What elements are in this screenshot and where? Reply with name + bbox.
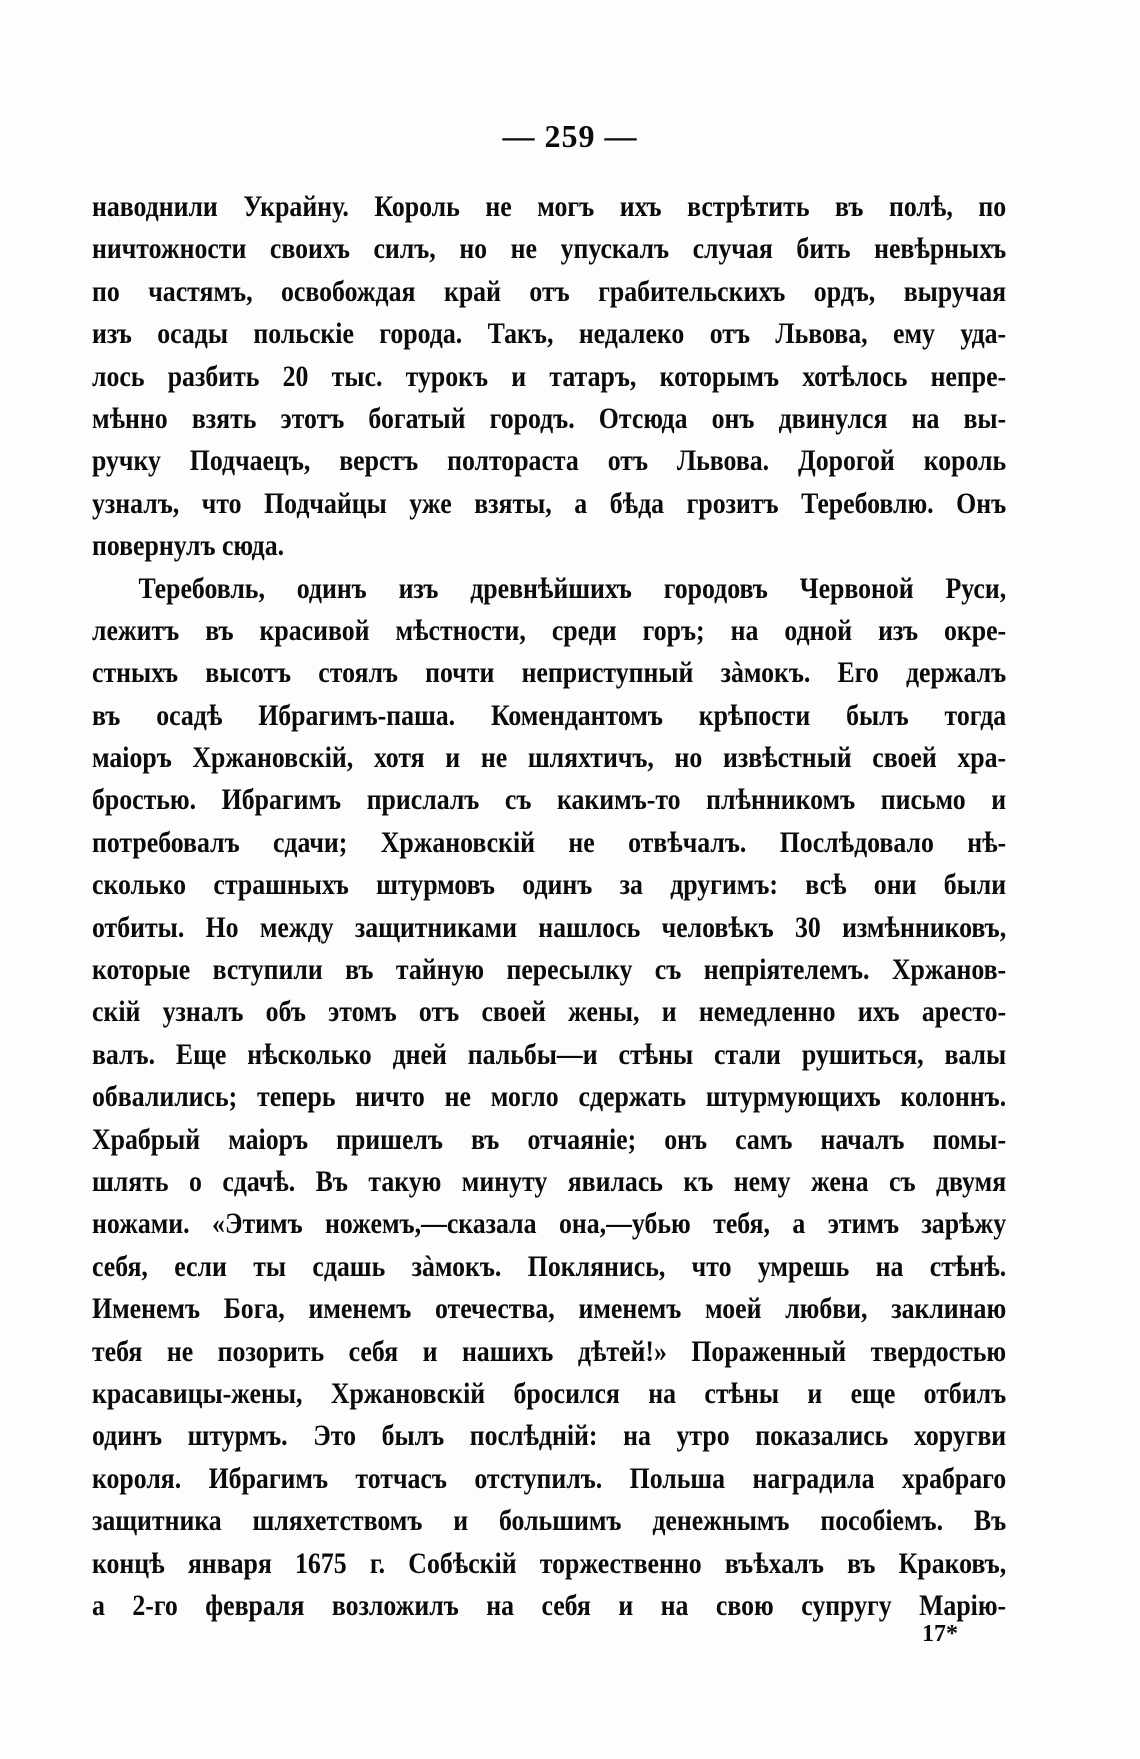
text-line: скій узналъ объ этомъ отъ своей жены, и немедленно ихъ аресто- bbox=[92, 995, 1007, 1029]
text-line: маіоръ Хржановскій, хотя и не шляхтичъ, но извѣстный своей хра- bbox=[92, 741, 1007, 775]
text-line: концѣ января 1675 г. Собѣскій торжественно въѣхалъ въ Краковъ, bbox=[92, 1546, 1007, 1580]
text-line: лежитъ въ красивой мѣстности, среди горъ; на одной изъ окре- bbox=[92, 613, 1007, 647]
text-line: наводнили Украйну. Король не могъ ихъ встрѣтить въ полѣ, по bbox=[92, 190, 1007, 223]
text-line: мѣнно взять этотъ богатый городъ. Отсюда онъ двинулся на вы- bbox=[92, 401, 1007, 435]
text-line: тебя не позорить себя и нашихъ дѣтей!» Пораженный твердостью bbox=[92, 1334, 1007, 1368]
text-line: обвалились; теперь ничто не могло сдержать штурмующихъ колоннъ. bbox=[92, 1080, 1007, 1114]
text-line: шлять о сдачѣ. Въ такую минуту явилась къ нему жена съ двумя bbox=[92, 1164, 1007, 1198]
text-line: повернулъ сюда. bbox=[92, 529, 285, 563]
text-line: ручку Подчаецъ, верстъ полтораста отъ Львова. Дорогой король bbox=[92, 444, 1007, 478]
body-text bbox=[92, 186, 1006, 1627]
text-line: въ осадѣ Ибрагимъ-паша. Комендантомъ крѣпости былъ тогда bbox=[92, 698, 1007, 732]
text-line: изъ осады польскіе города. Такъ, недалеко отъ Львова, ему уда- bbox=[92, 317, 1007, 351]
text-line: себя, если ты сдашь зàмокъ. Поклянись, что умрешь на стѣнѣ. bbox=[92, 1249, 1007, 1283]
text-line: короля. Ибрагимъ тотчасъ отступилъ. Польша наградила храбраго bbox=[92, 1461, 1007, 1495]
page-number: — 259 — bbox=[502, 118, 638, 154]
text-line: одинъ штурмъ. Это былъ послѣдній: на утро показались хоругви bbox=[92, 1419, 1007, 1453]
text-line: красавицы-жены, Хржановскій бросился на стѣны и еще отбилъ bbox=[92, 1376, 1007, 1410]
text-line: а 2-го февраля возложилъ на себя и на свою супругу Марію- bbox=[92, 1588, 1007, 1622]
text-line: Храбрый маіоръ пришелъ въ отчаяніе; онъ самъ началъ помы- bbox=[92, 1122, 1007, 1156]
text-line: по частямъ, освобождая край отъ грабительскихъ ордъ, выручая bbox=[92, 274, 1007, 308]
text-line: которые вступили въ тайную пересылку съ непріятелемъ. Хржанов- bbox=[92, 953, 1007, 987]
text-line: стныхъ высотъ стоялъ почти неприступный зàмокъ. Его держалъ bbox=[92, 656, 1007, 690]
text-line: защитника шляхетствомъ и большимъ денежнымъ пособіемъ. Въ bbox=[92, 1504, 1007, 1538]
text-line: ничтожности своихъ силъ, но не упускалъ случая бить невѣрныхъ bbox=[92, 232, 1007, 266]
text-line: бростью. Ибрагимъ прислалъ съ какимъ-то плѣнникомъ письмо и bbox=[92, 783, 1007, 817]
text-line: ножами. «Этимъ ножемъ,—сказала она,—убью тебя, а этимъ зарѣжу bbox=[92, 1207, 1007, 1241]
text-line: узналъ, что Подчайцы уже взяты, а бѣда грозитъ Теребовлю. Онъ bbox=[92, 486, 1007, 520]
text-line: лось разбить 20 тыс. турокъ и татаръ, которымъ хотѣлось непре- bbox=[92, 359, 1007, 393]
text-line: сколько страшныхъ штурмовъ одинъ за другимъ: всѣ они были bbox=[92, 868, 1007, 902]
signature-mark: 17* bbox=[922, 1621, 958, 1647]
text-line: Теребовль, одинъ изъ древнѣйшихъ городовъ Червоной Руси, bbox=[138, 571, 1007, 605]
text-line: Именемъ Бога, именемъ отечества, именемъ моей любви, заклинаю bbox=[92, 1292, 1007, 1326]
text-line: валъ. Еще нѣсколько дней пальбы—и стѣны стали рушиться, валы bbox=[92, 1037, 1007, 1071]
text-line: отбиты. Но между защитниками нашлось человѣкъ 30 измѣнниковъ, bbox=[92, 910, 1007, 944]
text-line: потребовалъ сдачи; Хржановскій не отвѣчалъ. Послѣдовало нѣ- bbox=[92, 825, 1007, 859]
